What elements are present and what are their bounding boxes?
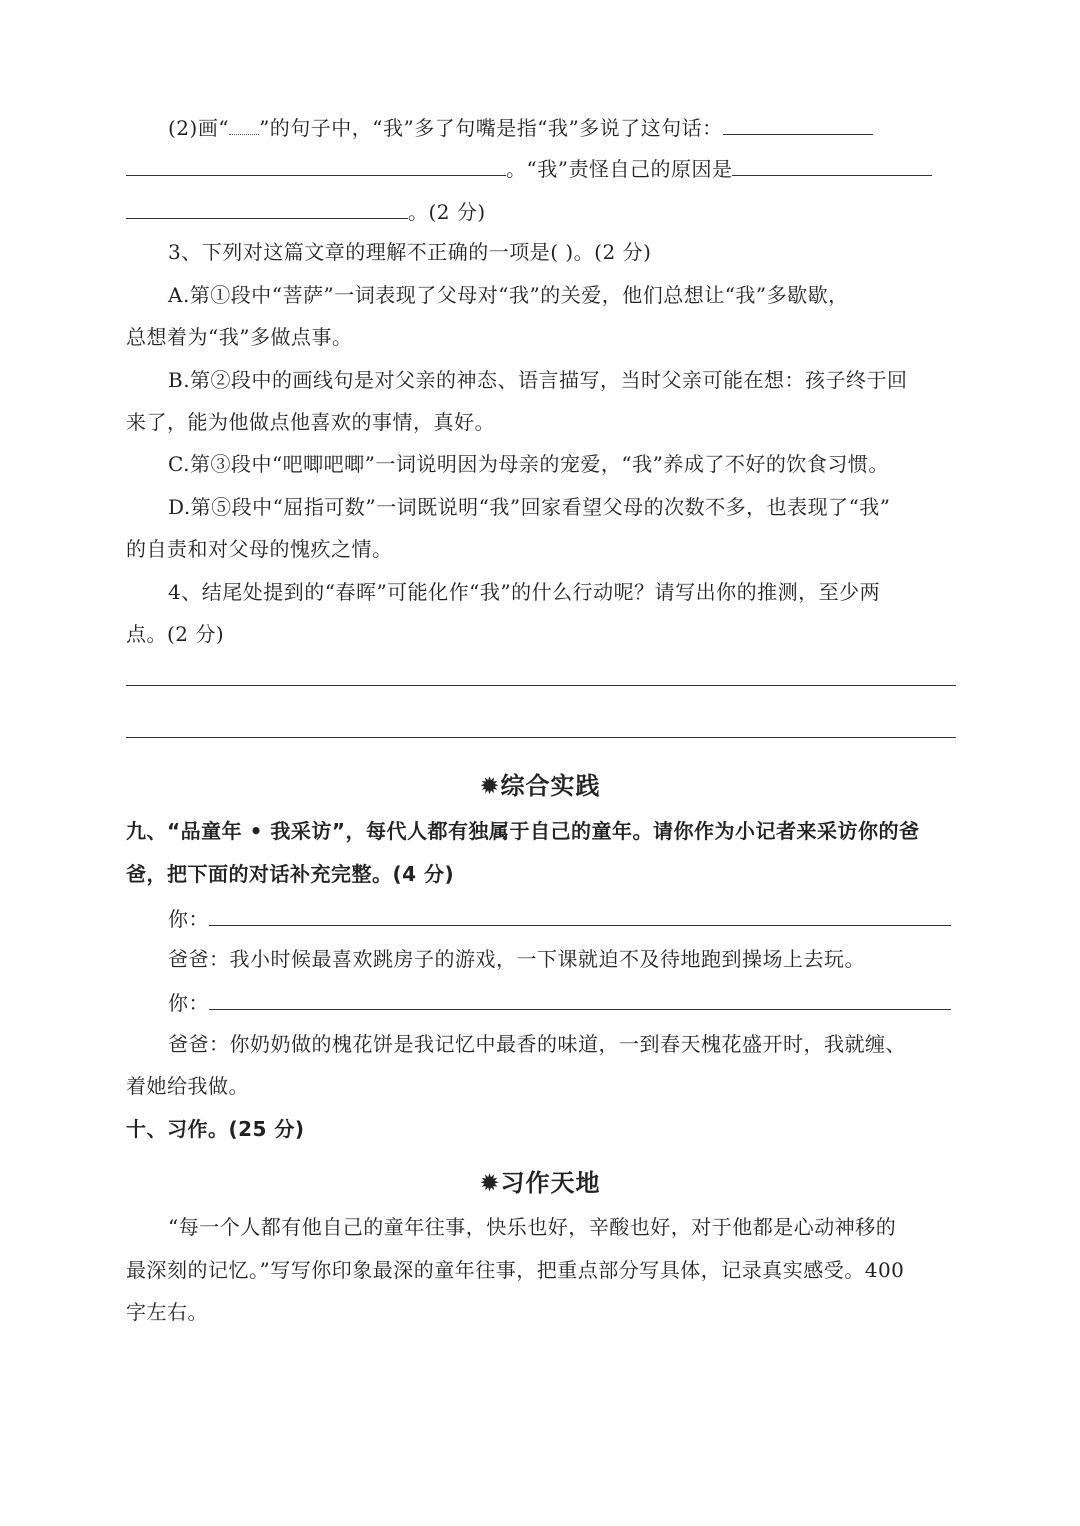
answer-blank[interactable] [126,196,408,219]
q3-stem: 3、下列对这篇文章的理解不正确的一项是( )。(2 分) [168,240,652,264]
q9-line-2: 爸，把下面的对话补充完整。(4 分) [126,862,455,886]
answer-blank[interactable] [723,112,873,135]
section-title: 习作天地 [500,1169,601,1197]
essay-prompt-line1: “每一个人都有他自己的童年往事，快乐也好，辛酸也好，对于他都是心动神移的 [168,1215,897,1239]
sunburst-icon: ✹ [479,772,501,800]
q3-option-b-line2: 来了，能为他做点他喜欢的事情，真好。 [126,410,495,434]
q2-text-c: 。“我”责怪自己的原因是 [506,157,733,181]
answer-blank[interactable] [732,153,932,176]
q3-option-d-line2: 的自责和对父母的愧疚之情。 [126,537,393,561]
q2-text-a: (2)画“ [168,116,230,140]
q9-you-2 [168,987,956,1017]
answer-blank[interactable] [126,153,506,176]
q9-you-1 [168,903,956,933]
dotted-underline-sample [229,116,259,135]
answer-blank[interactable] [209,903,951,926]
answer-line[interactable] [126,685,956,686]
q2-line-2 [126,153,956,183]
section-heading-practice [0,766,1080,801]
q4-line-2: 点。(2 分) [126,622,225,646]
sunburst-icon: ✹ [479,1169,501,1197]
q4-line-1: 4、结尾处提到的“春晖”可能化作“我”的什么行动呢？请写出你的推测，至少两 [168,580,881,604]
q10-title: 十、习作。(25 分) [126,1117,305,1141]
essay-prompt-line3: 字左右。 [126,1300,208,1324]
q9-line-1: 九、“品童年 • 我采访”，每代人都有独属于自己的童年。请你作为小记者来采访你的爸 [126,819,920,843]
q3-option-c: C.第③段中“吧唧吧唧”一词说明因为母亲的宠爱，“我”养成了不好的饮食习惯。 [168,452,889,476]
answer-blank[interactable] [209,987,951,1010]
q9-dad-2-line2: 着她给我做。 [126,1074,249,1098]
q2-score: 。(2 分) [408,200,486,224]
essay-prompt-line2: 最深刻的记忆。”写写你印象最深的童年往事，把重点部分写具体，记录真实感受。400 [126,1258,905,1282]
q9-dad-1: 爸爸：我小时候最喜欢跳房子的游戏，一下课就迫不及待地跑到操场上去玩。 [168,947,865,971]
speaker-you: 你： [168,907,209,931]
q2-line-3 [126,196,956,226]
section-title: 综合实践 [500,772,601,800]
q9-dad-2-line1: 爸爸：你奶奶做的槐花饼是我记忆中最香的味道，一到春天槐花盛开时，我就缠、 [168,1032,906,1056]
speaker-you: 你： [168,991,209,1015]
q2-text-b: ”的句子中，“我”多了句嘴是指“我”多说了这句话： [259,116,723,140]
answer-line[interactable] [126,737,956,738]
q3-option-a-line2: 总想着为“我”多做点事。 [126,325,353,349]
q2-line-1 [168,112,956,142]
q3-option-a-line1: A.第①段中“菩萨”一词表现了父母对“我”的关爱，他们总想让“我”多歇歇， [168,283,849,307]
q3-option-d-line1: D.第⑤段中“屈指可数”一词既说明“我”回家看望父母的次数不多，也表现了“我” [168,495,891,519]
section-heading-writing [0,1163,1080,1198]
q3-option-b-line1: B.第②段中的画线句是对父亲的神态、语言描写，当时父亲可能在想：孩子终于回 [168,368,908,392]
